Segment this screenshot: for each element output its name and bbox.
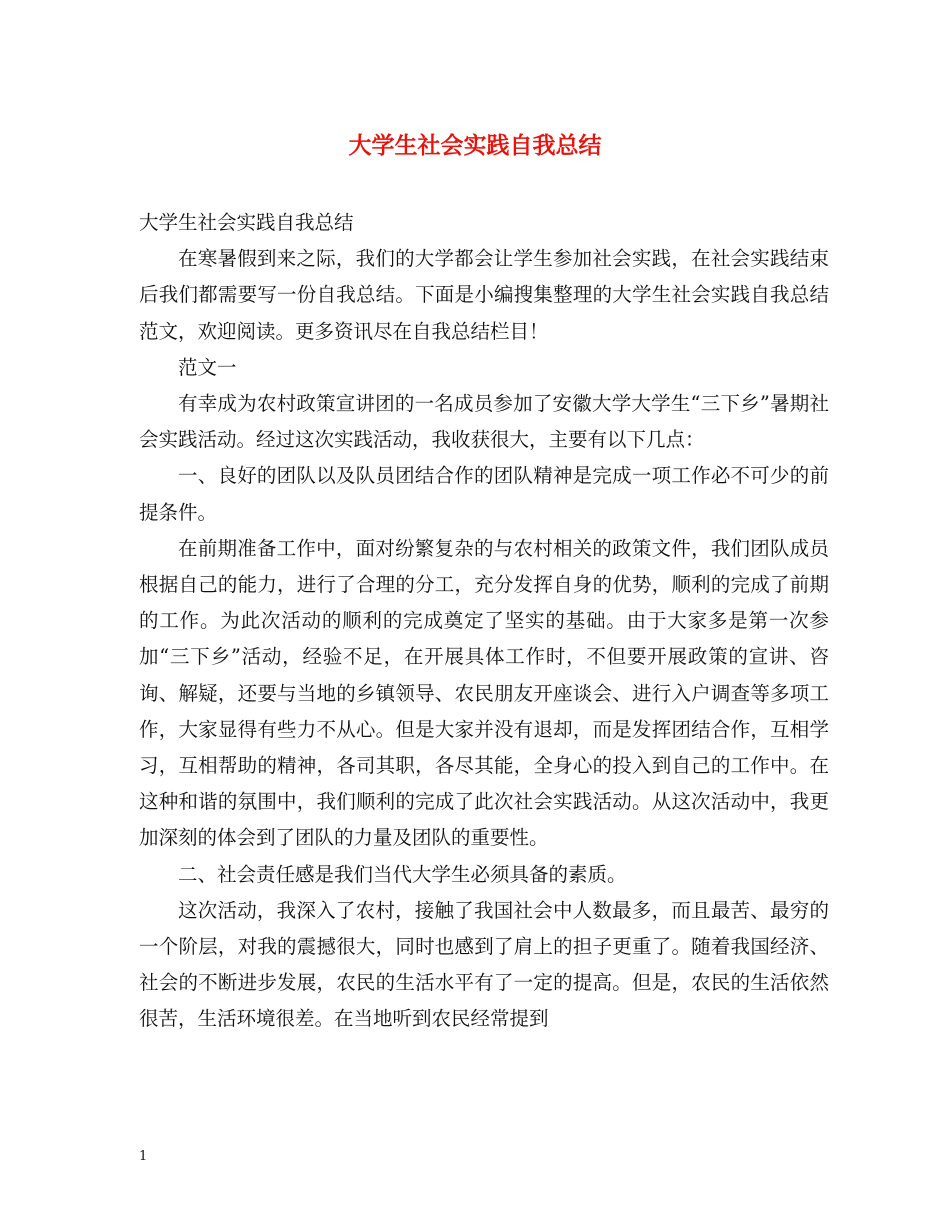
intro-paragraph: 在寒暑假到来之际，我们的大学都会让学生参加社会实践，在社会实践结束后我们都需要写一份自我总结。下面是小编搜集整理的大学生社会实践自我总结范文，欢迎阅读。更多资讯尽在自我总结栏目！ xyxy=(139,247,829,343)
section-heading: 范文一 xyxy=(178,355,237,379)
point-heading: 二、社会责任感是我们当代大学生必须具备的素质。 xyxy=(178,862,627,886)
document-title: 大学生社会实践自我总结 xyxy=(348,132,602,159)
body-paragraph: 这次活动，我深入了农村，接触了我国社会中人数最多，而且最苦、最穷的一个阶层，对我的震撼很大，同时也感到了肩上的担子更重了。随着我国经济、社会的不断进步发展，农民的生活水平有了一定的提高。但是，农民的生活依然很苦，生活环境很差。在当地听到农民经常提到 xyxy=(139,898,829,1031)
body-paragraph: 有幸成为农村政策宣讲团的一名成员参加了安徽大学大学生“三下乡”暑期社会实践活动。经过这次实践活动，我收获很大，主要有以下几点： xyxy=(139,392,829,452)
point-heading: 一、良好的团队以及队员团结合作的团队精神是完成一项工作必不可少的前提条件。 xyxy=(139,464,829,524)
document-body xyxy=(139,205,829,1038)
subtitle-paragraph: 大学生社会实践自我总结 xyxy=(139,211,354,234)
page-number: 1 xyxy=(139,1149,148,1164)
body-paragraph: 在前期准备工作中，面对纷繁复杂的与农村相关的政策文件，我们团队成员根据自己的能力，进行了合理的分工，充分发挥自身的优势，顺利的完成了前期的工作。为此次活动的顺利的完成奠定了坚实的基础。由于大家多是第一次参加“三下乡”活动，经验不足，在开展具体工作时，不但要开展政策的宣讲、咨询、解疑，还要与当地的乡镇领导、农民朋友开座谈会、进行入户调查等多项工作，大家显得有些力不从心。但是大家并没有退却，而是发挥团结合作，互相学习，互相帮助的精神，各司其职，各尽其能，全身心的投入到自己的工作中。在这种和谐的氛围中，我们顺利的完成了此次社会实践活动。从这次活动中，我更加深刻的体会到了团队的力量及团队的重要性。 xyxy=(139,536,829,850)
